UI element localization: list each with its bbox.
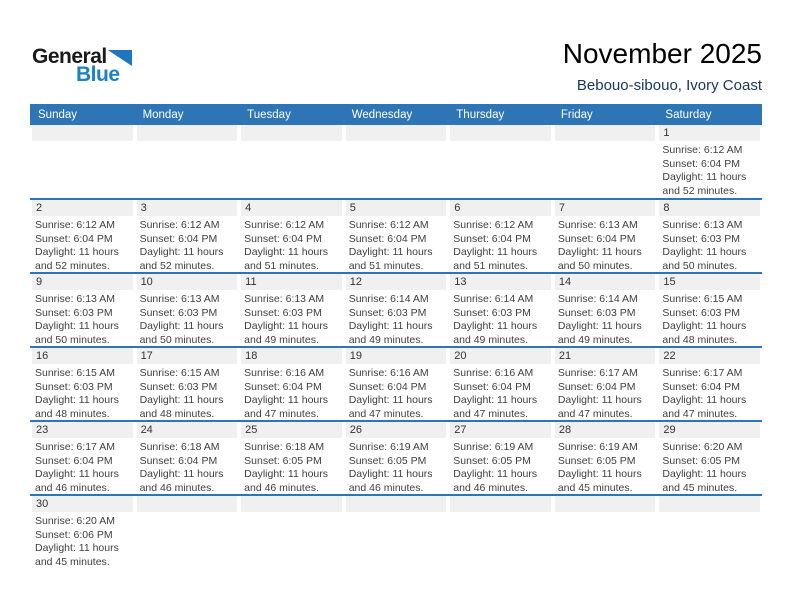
detail-sunset: Sunset: 6:04 PM bbox=[453, 232, 531, 245]
empty-day-cell bbox=[344, 496, 449, 568]
calendar-table bbox=[30, 104, 762, 568]
day-number-band bbox=[555, 125, 656, 141]
day-details bbox=[657, 290, 762, 346]
day-number-band bbox=[137, 496, 238, 512]
detail-sunrise: Sunrise: 6:14 AM bbox=[557, 293, 638, 305]
day-cell bbox=[553, 348, 658, 420]
weekday-header-row bbox=[30, 104, 762, 125]
detail-sunset: Sunset: 6:04 PM bbox=[139, 232, 218, 245]
day-number-band bbox=[137, 348, 238, 364]
day-cell bbox=[239, 200, 344, 272]
detail-daylight_line1: Daylight: 11 hours bbox=[244, 394, 328, 406]
detail-daylight_line1: Daylight: 11 hours bbox=[348, 320, 433, 332]
detail-sunset: Sunset: 6:04 PM bbox=[348, 232, 427, 245]
day-cell bbox=[239, 422, 344, 494]
day-cell bbox=[30, 274, 135, 346]
day-cell bbox=[657, 422, 762, 494]
day-cell bbox=[135, 274, 240, 346]
day-number-band bbox=[659, 422, 760, 438]
day-cell bbox=[448, 422, 553, 494]
detail-daylight_line1: Daylight: 11 hours bbox=[557, 320, 642, 332]
day-cell bbox=[657, 348, 762, 420]
detail-daylight_line2: and 51 minutes. bbox=[453, 259, 528, 272]
day-cell bbox=[344, 200, 449, 272]
day-number-band bbox=[659, 125, 760, 141]
weekday-monday: Monday bbox=[142, 108, 184, 121]
day-number-band bbox=[137, 125, 238, 141]
day-number: 27 bbox=[454, 424, 467, 436]
detail-daylight_line2: and 45 minutes. bbox=[662, 481, 738, 494]
detail-daylight_line2: and 50 minutes. bbox=[139, 333, 215, 346]
detail-sunrise: Sunrise: 6:15 AM bbox=[662, 293, 743, 305]
day-number: 5 bbox=[349, 202, 356, 214]
detail-daylight_line1: Daylight: 11 hours bbox=[453, 320, 538, 332]
weekday-sunday: Sunday bbox=[38, 108, 78, 121]
day-details bbox=[448, 438, 553, 494]
detail-sunrise: Sunrise: 6:13 AM bbox=[662, 219, 743, 231]
day-number: 23 bbox=[36, 424, 49, 436]
detail-daylight_line1: Daylight: 11 hours bbox=[348, 394, 433, 406]
day-number: 2 bbox=[36, 202, 43, 214]
detail-sunset: Sunset: 6:04 PM bbox=[453, 380, 531, 393]
day-number-band bbox=[450, 422, 551, 438]
day-details bbox=[30, 438, 135, 494]
day-details bbox=[30, 290, 135, 346]
location-subtitle: Bebouo-sibouo, Ivory Coast bbox=[576, 77, 762, 94]
empty-day-cell bbox=[657, 496, 762, 568]
day-details bbox=[448, 364, 553, 420]
weekday-tuesday: Tuesday bbox=[247, 108, 291, 121]
day-details bbox=[135, 438, 240, 494]
detail-daylight_line2: and 46 minutes. bbox=[139, 481, 215, 494]
day-number: 21 bbox=[558, 350, 572, 362]
day-number-band bbox=[450, 125, 551, 141]
day-cell bbox=[657, 274, 762, 346]
week-row bbox=[30, 346, 762, 420]
detail-daylight_line2: and 47 minutes. bbox=[662, 407, 738, 420]
day-cell bbox=[448, 274, 553, 346]
day-number: 30 bbox=[36, 498, 49, 510]
detail-daylight_line2: and 47 minutes. bbox=[244, 407, 319, 420]
detail-daylight_line2: and 49 minutes. bbox=[244, 333, 319, 346]
day-details bbox=[553, 364, 658, 420]
day-details bbox=[553, 216, 658, 272]
day-cell bbox=[30, 422, 135, 494]
day-details bbox=[657, 216, 762, 272]
detail-daylight_line2: and 46 minutes. bbox=[244, 481, 319, 494]
detail-sunset: Sunset: 6:03 PM bbox=[139, 380, 218, 393]
detail-sunrise: Sunrise: 6:12 AM bbox=[453, 219, 534, 231]
detail-daylight_line1: Daylight: 11 hours bbox=[35, 320, 119, 332]
day-number: 25 bbox=[245, 424, 258, 436]
detail-daylight_line1: Daylight: 11 hours bbox=[35, 394, 119, 406]
logo-text-general: General bbox=[32, 45, 107, 68]
day-number: 4 bbox=[245, 202, 252, 214]
calendar-weeks bbox=[30, 125, 762, 568]
detail-sunset: Sunset: 6:03 PM bbox=[244, 306, 322, 319]
day-details bbox=[135, 216, 240, 272]
detail-daylight_line1: Daylight: 11 hours bbox=[244, 320, 328, 332]
detail-sunrise: Sunrise: 6:12 AM bbox=[244, 219, 325, 231]
day-cell bbox=[30, 496, 135, 568]
day-number: 13 bbox=[454, 276, 467, 288]
detail-daylight_line2: and 46 minutes. bbox=[35, 481, 110, 494]
day-cell bbox=[135, 422, 240, 494]
day-number-band bbox=[32, 125, 133, 141]
day-cell bbox=[448, 200, 553, 272]
day-cell bbox=[30, 200, 135, 272]
detail-sunset: Sunset: 6:05 PM bbox=[453, 454, 531, 467]
detail-sunrise: Sunrise: 6:17 AM bbox=[662, 367, 743, 379]
day-number: 11 bbox=[245, 276, 257, 288]
detail-daylight_line1: Daylight: 11 hours bbox=[662, 246, 747, 258]
day-number: 19 bbox=[349, 350, 362, 362]
detail-daylight_line2: and 49 minutes. bbox=[453, 333, 528, 346]
day-details bbox=[239, 438, 344, 494]
detail-sunset: Sunset: 6:04 PM bbox=[244, 232, 322, 245]
day-number: 18 bbox=[245, 350, 258, 362]
detail-sunset: Sunset: 6:03 PM bbox=[348, 306, 427, 319]
detail-sunrise: Sunrise: 6:19 AM bbox=[348, 441, 429, 453]
day-cell bbox=[344, 348, 449, 420]
day-number-band bbox=[659, 496, 760, 512]
detail-sunrise: Sunrise: 6:15 AM bbox=[139, 367, 220, 379]
empty-day-cell bbox=[30, 125, 135, 198]
day-number-band bbox=[450, 348, 551, 364]
day-number-band bbox=[32, 200, 133, 216]
detail-sunrise: Sunrise: 6:18 AM bbox=[139, 441, 220, 453]
week-row bbox=[30, 125, 762, 198]
day-number: 14 bbox=[558, 276, 572, 288]
day-number-band bbox=[555, 348, 656, 364]
empty-day-cell bbox=[239, 125, 344, 198]
day-number: 6 bbox=[454, 202, 461, 214]
detail-daylight_line2: and 48 minutes. bbox=[662, 333, 738, 346]
detail-sunset: Sunset: 6:04 PM bbox=[662, 380, 741, 393]
weekday-saturday: Saturday bbox=[665, 108, 712, 121]
day-details bbox=[448, 216, 553, 272]
day-number: 29 bbox=[663, 424, 676, 436]
detail-sunrise: Sunrise: 6:13 AM bbox=[244, 293, 325, 305]
day-number: 28 bbox=[558, 424, 572, 436]
detail-sunrise: Sunrise: 6:18 AM bbox=[244, 441, 325, 453]
day-number: 12 bbox=[349, 276, 362, 288]
detail-sunrise: Sunrise: 6:12 AM bbox=[348, 219, 429, 231]
day-number-band bbox=[555, 496, 656, 512]
day-cell bbox=[553, 274, 658, 346]
day-number-band bbox=[450, 274, 551, 290]
detail-sunrise: Sunrise: 6:12 AM bbox=[139, 219, 220, 231]
detail-daylight_line2: and 48 minutes. bbox=[35, 407, 110, 420]
detail-sunrise: Sunrise: 6:12 AM bbox=[662, 144, 743, 156]
day-number-band bbox=[346, 496, 447, 512]
detail-daylight_line1: Daylight: 11 hours bbox=[139, 394, 224, 406]
day-number: 20 bbox=[454, 350, 467, 362]
empty-day-cell bbox=[448, 125, 553, 198]
day-number: 17 bbox=[140, 350, 153, 362]
detail-daylight_line1: Daylight: 11 hours bbox=[662, 320, 747, 332]
day-details bbox=[30, 216, 135, 272]
day-number-band bbox=[555, 200, 656, 216]
detail-sunset: Sunset: 6:04 PM bbox=[557, 380, 636, 393]
day-number: 9 bbox=[36, 276, 43, 288]
detail-daylight_line1: Daylight: 11 hours bbox=[244, 468, 328, 480]
detail-daylight_line2: and 51 minutes. bbox=[244, 259, 319, 272]
day-cell bbox=[448, 348, 553, 420]
day-details bbox=[657, 364, 762, 420]
day-number-band bbox=[659, 200, 760, 216]
day-details bbox=[344, 438, 449, 494]
day-details bbox=[239, 290, 344, 346]
detail-sunrise: Sunrise: 6:20 AM bbox=[35, 515, 115, 527]
detail-sunset: Sunset: 6:03 PM bbox=[35, 306, 113, 319]
day-details bbox=[30, 364, 135, 420]
empty-day-cell bbox=[135, 496, 240, 568]
day-details bbox=[30, 512, 135, 568]
detail-sunset: Sunset: 6:04 PM bbox=[139, 454, 218, 467]
day-number-band bbox=[241, 348, 342, 364]
detail-daylight_line1: Daylight: 11 hours bbox=[139, 246, 224, 258]
day-cell bbox=[553, 422, 658, 494]
day-number: 7 bbox=[558, 202, 565, 214]
detail-sunset: Sunset: 6:03 PM bbox=[662, 232, 741, 245]
day-details bbox=[448, 290, 553, 346]
empty-day-cell bbox=[135, 125, 240, 198]
day-number: 26 bbox=[349, 424, 362, 436]
detail-daylight_line2: and 49 minutes. bbox=[557, 333, 633, 346]
detail-daylight_line1: Daylight: 11 hours bbox=[557, 394, 642, 406]
detail-daylight_line2: and 49 minutes. bbox=[348, 333, 424, 346]
detail-daylight_line1: Daylight: 11 hours bbox=[557, 468, 642, 480]
week-row bbox=[30, 198, 762, 272]
detail-daylight_line1: Daylight: 11 hours bbox=[139, 320, 224, 332]
day-number-band bbox=[32, 274, 133, 290]
day-number-band bbox=[137, 200, 238, 216]
day-cell bbox=[553, 200, 658, 272]
detail-daylight_line1: Daylight: 11 hours bbox=[662, 394, 747, 406]
detail-sunset: Sunset: 6:05 PM bbox=[244, 454, 322, 467]
detail-sunrise: Sunrise: 6:16 AM bbox=[244, 367, 325, 379]
general-blue-logo bbox=[32, 47, 132, 84]
detail-sunrise: Sunrise: 6:14 AM bbox=[453, 293, 534, 305]
detail-daylight_line1: Daylight: 11 hours bbox=[348, 246, 433, 258]
detail-sunset: Sunset: 6:04 PM bbox=[35, 454, 113, 467]
detail-sunset: Sunset: 6:04 PM bbox=[662, 157, 741, 170]
detail-daylight_line2: and 51 minutes. bbox=[348, 259, 424, 272]
week-row bbox=[30, 494, 762, 568]
day-number-band bbox=[32, 348, 133, 364]
detail-daylight_line2: and 47 minutes. bbox=[557, 407, 633, 420]
empty-day-cell bbox=[553, 496, 658, 568]
detail-sunrise: Sunrise: 6:19 AM bbox=[453, 441, 534, 453]
day-number: 22 bbox=[663, 350, 676, 362]
day-number-band bbox=[555, 422, 656, 438]
detail-sunrise: Sunrise: 6:15 AM bbox=[35, 367, 115, 379]
detail-daylight_line2: and 45 minutes. bbox=[35, 555, 110, 568]
detail-daylight_line2: and 46 minutes. bbox=[348, 481, 424, 494]
detail-sunrise: Sunrise: 6:20 AM bbox=[662, 441, 743, 453]
day-details bbox=[657, 438, 762, 494]
detail-sunrise: Sunrise: 6:16 AM bbox=[453, 367, 534, 379]
day-number-band bbox=[346, 200, 447, 216]
detail-daylight_line1: Daylight: 11 hours bbox=[453, 468, 538, 480]
detail-daylight_line1: Daylight: 11 hours bbox=[35, 468, 119, 480]
day-number: 24 bbox=[140, 424, 153, 436]
detail-sunrise: Sunrise: 6:19 AM bbox=[557, 441, 638, 453]
day-number: 1 bbox=[663, 127, 670, 139]
day-details bbox=[344, 290, 449, 346]
detail-sunrise: Sunrise: 6:17 AM bbox=[557, 367, 638, 379]
detail-sunrise: Sunrise: 6:16 AM bbox=[348, 367, 429, 379]
detail-daylight_line2: and 47 minutes. bbox=[453, 407, 528, 420]
day-details bbox=[239, 216, 344, 272]
day-cell bbox=[239, 274, 344, 346]
detail-sunrise: Sunrise: 6:12 AM bbox=[35, 219, 115, 231]
detail-daylight_line2: and 52 minutes. bbox=[35, 259, 110, 272]
page-title: November 2025 bbox=[562, 38, 762, 69]
detail-daylight_line2: and 48 minutes. bbox=[139, 407, 215, 420]
day-details bbox=[344, 364, 449, 420]
day-number-band bbox=[346, 348, 447, 364]
day-number-band bbox=[241, 274, 342, 290]
detail-sunrise: Sunrise: 6:13 AM bbox=[35, 293, 115, 305]
detail-sunrise: Sunrise: 6:14 AM bbox=[348, 293, 429, 305]
weekday-wednesday: Wednesday bbox=[351, 108, 413, 121]
empty-day-cell bbox=[448, 496, 553, 568]
day-number-band bbox=[32, 422, 133, 438]
day-number-band bbox=[32, 496, 133, 512]
detail-sunset: Sunset: 6:05 PM bbox=[348, 454, 427, 467]
day-number: 15 bbox=[663, 276, 676, 288]
detail-sunset: Sunset: 6:04 PM bbox=[35, 232, 113, 245]
detail-sunset: Sunset: 6:04 PM bbox=[244, 380, 322, 393]
detail-daylight_line1: Daylight: 11 hours bbox=[453, 394, 538, 406]
day-number-band bbox=[137, 274, 238, 290]
detail-sunrise: Sunrise: 6:13 AM bbox=[557, 219, 638, 231]
detail-daylight_line1: Daylight: 11 hours bbox=[139, 468, 224, 480]
detail-daylight_line1: Daylight: 11 hours bbox=[244, 246, 328, 258]
detail-daylight_line1: Daylight: 11 hours bbox=[348, 468, 433, 480]
day-number-band bbox=[450, 200, 551, 216]
day-cell bbox=[239, 348, 344, 420]
day-number: 3 bbox=[140, 202, 147, 214]
day-details bbox=[135, 290, 240, 346]
day-number-band bbox=[241, 200, 342, 216]
day-number-band bbox=[346, 125, 447, 141]
day-number-band bbox=[659, 348, 760, 364]
day-cell bbox=[30, 348, 135, 420]
detail-sunset: Sunset: 6:03 PM bbox=[557, 306, 636, 319]
detail-sunset: Sunset: 6:03 PM bbox=[453, 306, 531, 319]
logo-text-blue: Blue bbox=[76, 63, 120, 86]
empty-day-cell bbox=[344, 125, 449, 198]
header bbox=[563, 38, 762, 94]
day-details bbox=[657, 141, 762, 198]
week-row bbox=[30, 420, 762, 494]
day-number-band bbox=[659, 274, 760, 290]
detail-daylight_line2: and 45 minutes. bbox=[557, 481, 633, 494]
detail-sunset: Sunset: 6:05 PM bbox=[662, 454, 741, 467]
detail-daylight_line1: Daylight: 11 hours bbox=[35, 542, 119, 554]
detail-sunrise: Sunrise: 6:17 AM bbox=[35, 441, 115, 453]
day-details bbox=[553, 438, 658, 494]
week-row bbox=[30, 272, 762, 346]
empty-day-cell bbox=[553, 125, 658, 198]
detail-sunset: Sunset: 6:03 PM bbox=[662, 306, 741, 319]
detail-daylight_line2: and 50 minutes. bbox=[662, 259, 738, 272]
detail-daylight_line2: and 50 minutes. bbox=[557, 259, 633, 272]
day-cell bbox=[135, 348, 240, 420]
day-details bbox=[553, 290, 658, 346]
day-details bbox=[344, 216, 449, 272]
weekday-thursday: Thursday bbox=[456, 108, 505, 121]
day-cell bbox=[657, 125, 762, 198]
detail-sunset: Sunset: 6:04 PM bbox=[557, 232, 636, 245]
day-number-band bbox=[137, 422, 238, 438]
detail-daylight_line2: and 46 minutes. bbox=[453, 481, 528, 494]
day-number-band bbox=[555, 274, 656, 290]
weekday-friday: Friday bbox=[560, 108, 593, 121]
detail-sunset: Sunset: 6:03 PM bbox=[139, 306, 218, 319]
empty-day-cell bbox=[239, 496, 344, 568]
day-cell bbox=[135, 200, 240, 272]
day-number-band bbox=[241, 125, 342, 141]
detail-sunset: Sunset: 6:05 PM bbox=[557, 454, 636, 467]
detail-daylight_line2: and 50 minutes. bbox=[35, 333, 110, 346]
day-number: 16 bbox=[36, 350, 49, 362]
day-number-band bbox=[346, 274, 447, 290]
detail-daylight_line2: and 47 minutes. bbox=[348, 407, 424, 420]
detail-daylight_line2: and 52 minutes. bbox=[662, 184, 738, 197]
day-number-band bbox=[346, 422, 447, 438]
detail-daylight_line1: Daylight: 11 hours bbox=[453, 246, 538, 258]
day-cell bbox=[344, 274, 449, 346]
detail-daylight_line1: Daylight: 11 hours bbox=[35, 246, 119, 258]
day-number-band bbox=[241, 496, 342, 512]
detail-daylight_line1: Daylight: 11 hours bbox=[662, 171, 747, 183]
day-details bbox=[135, 364, 240, 420]
day-number: 8 bbox=[663, 202, 670, 214]
detail-sunset: Sunset: 6:03 PM bbox=[35, 380, 113, 393]
day-cell bbox=[344, 422, 449, 494]
detail-sunset: Sunset: 6:06 PM bbox=[35, 528, 113, 541]
day-number: 10 bbox=[140, 276, 153, 288]
detail-daylight_line2: and 52 minutes. bbox=[139, 259, 215, 272]
detail-daylight_line1: Daylight: 11 hours bbox=[557, 246, 642, 258]
day-number-band bbox=[241, 422, 342, 438]
detail-sunset: Sunset: 6:04 PM bbox=[348, 380, 427, 393]
detail-daylight_line1: Daylight: 11 hours bbox=[662, 468, 747, 480]
day-cell bbox=[657, 200, 762, 272]
detail-sunrise: Sunrise: 6:13 AM bbox=[139, 293, 220, 305]
day-number-band bbox=[450, 496, 551, 512]
day-details bbox=[239, 364, 344, 420]
